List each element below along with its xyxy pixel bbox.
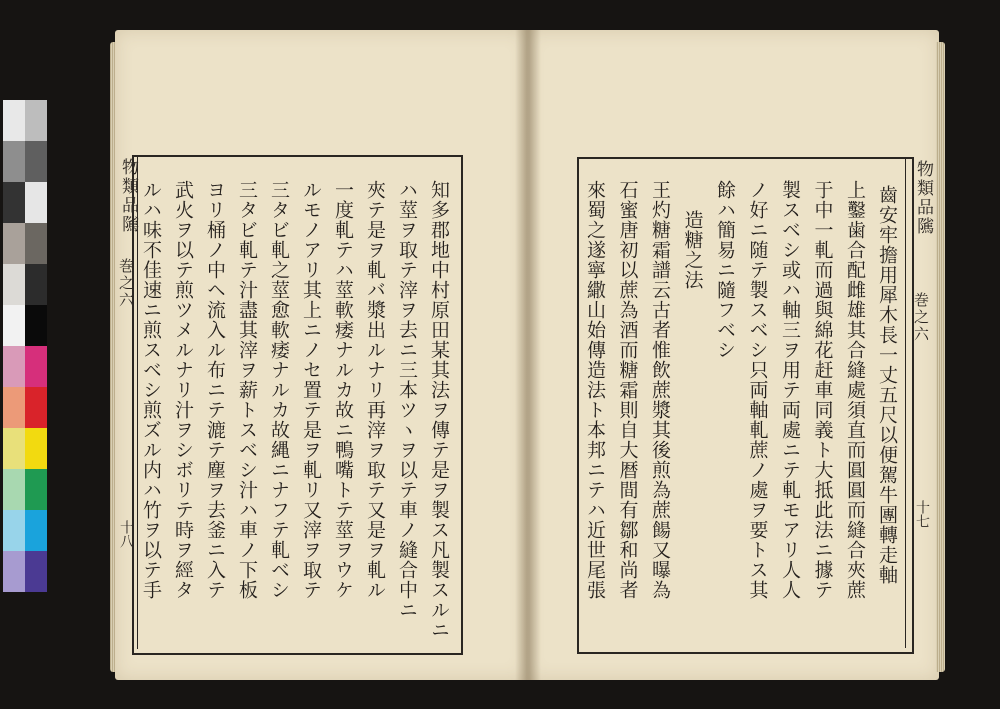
color-swatch [25, 387, 47, 428]
right-margin-title: 物類品隲 [913, 160, 933, 236]
color-swatch [25, 141, 47, 182]
left-margin-volume: 巻之六 [117, 258, 135, 309]
right-text-column: 餘ハ簡易ニ隨フベシ [714, 180, 736, 360]
color-swatch [25, 428, 47, 469]
left-text-column: ヨリ桶ノ中ヘ流入ル布ニテ漉テ塵ヲ去釜ニ入テ [204, 180, 226, 600]
color-swatch [25, 305, 47, 346]
color-swatch [3, 182, 25, 223]
color-calibration-bar [3, 100, 47, 590]
left-folio: 十八 [118, 520, 134, 548]
right-text-column: 于中一軋而過與綿花赶車同義ト大抵此法ニ據テ [811, 180, 834, 600]
right-section-heading: 造糖之法 [681, 210, 704, 290]
left-text-column: ルモノアリ其上ニノセ置テ是ヲ軋リ又滓ヲ取テ [300, 180, 322, 600]
right-text-column: 石蜜唐初以蔗為酒而糖霜則自大暦間有鄒和尚者 [616, 180, 639, 600]
color-swatch [3, 141, 25, 182]
color-swatch [3, 469, 25, 510]
left-margin-title: 物類品隲 [118, 158, 138, 234]
color-swatch [3, 223, 25, 264]
left-text-column: 武火ヲ以テ煎ツメルナリ汁ヲシボリテ時ヲ經タ [172, 180, 194, 600]
color-swatch [3, 100, 25, 141]
color-swatch [3, 387, 25, 428]
color-swatch [3, 510, 25, 551]
right-text-column: 上鑿歯合配雌雄其合縫處須直而圓圓而縫合夾蔗 [844, 180, 866, 600]
color-swatch [25, 182, 47, 223]
color-swatch [3, 551, 25, 592]
left-text-column: ハ莖ヲ取テ滓ヲ去ニ三本ツヽヲ以テ車ノ縫合中ニ [396, 180, 418, 620]
right-folio: 十七 [914, 500, 930, 528]
right-margin-volume: 巻之六 [912, 292, 930, 343]
left-text-column: 知多郡地中村原田某其法ヲ傳テ是ヲ製ス凡製スルニ [428, 180, 450, 640]
color-swatch [25, 510, 47, 551]
right-top-line: 齒安牢擔用犀木長一丈五尺以便駕牛團轉走軸 [876, 185, 898, 585]
color-swatch [25, 469, 47, 510]
left-text-column: 三タビ軋テ汁盡其滓ヲ薪トスベシ汁ハ車ノ下板 [236, 180, 258, 600]
page-stack-right-edge [936, 42, 945, 672]
color-swatch [3, 428, 25, 469]
right-text-column: 王灼糖霜譜云古者惟飲蔗漿其後煎為蔗餳又曝為 [649, 180, 671, 600]
left-text-column: 一度軋テハ莖軟痿ナルカ故ニ鴨嘴トテ莖ヲウケ [332, 180, 354, 600]
color-swatch [3, 264, 25, 305]
right-text-column: ノ好ニ随テ製スベシ只両軸軋蔗ノ處ヲ要トス其 [746, 180, 769, 600]
color-swatch [25, 100, 47, 141]
color-swatch [25, 264, 47, 305]
right-text-column: 來蜀之遂寧繖山始傳造法ト本邦ニテハ近世尾張 [584, 180, 606, 600]
right-margin-rule [905, 159, 906, 648]
left-text-column: 夾テ是ヲ軋バ漿出ルナリ再滓ヲ取テ又是ヲ軋ル [364, 180, 386, 600]
color-swatch [3, 305, 25, 346]
color-swatch [25, 223, 47, 264]
left-text-column: ルハ味不佳速ニ煎スベシ煎ズル内ハ竹ヲ以テ手 [140, 180, 162, 600]
color-swatch [25, 551, 47, 592]
right-text-column: 製スベシ或ハ軸三ヲ用テ両處ニテ軋モアリ人人 [779, 180, 801, 600]
color-swatch [3, 346, 25, 387]
left-text-column: 三タビ軋之莖愈軟痿ナルカ故縄ニナフテ軋ベシ [268, 180, 290, 600]
color-swatch [25, 346, 47, 387]
book-gutter [515, 30, 541, 680]
